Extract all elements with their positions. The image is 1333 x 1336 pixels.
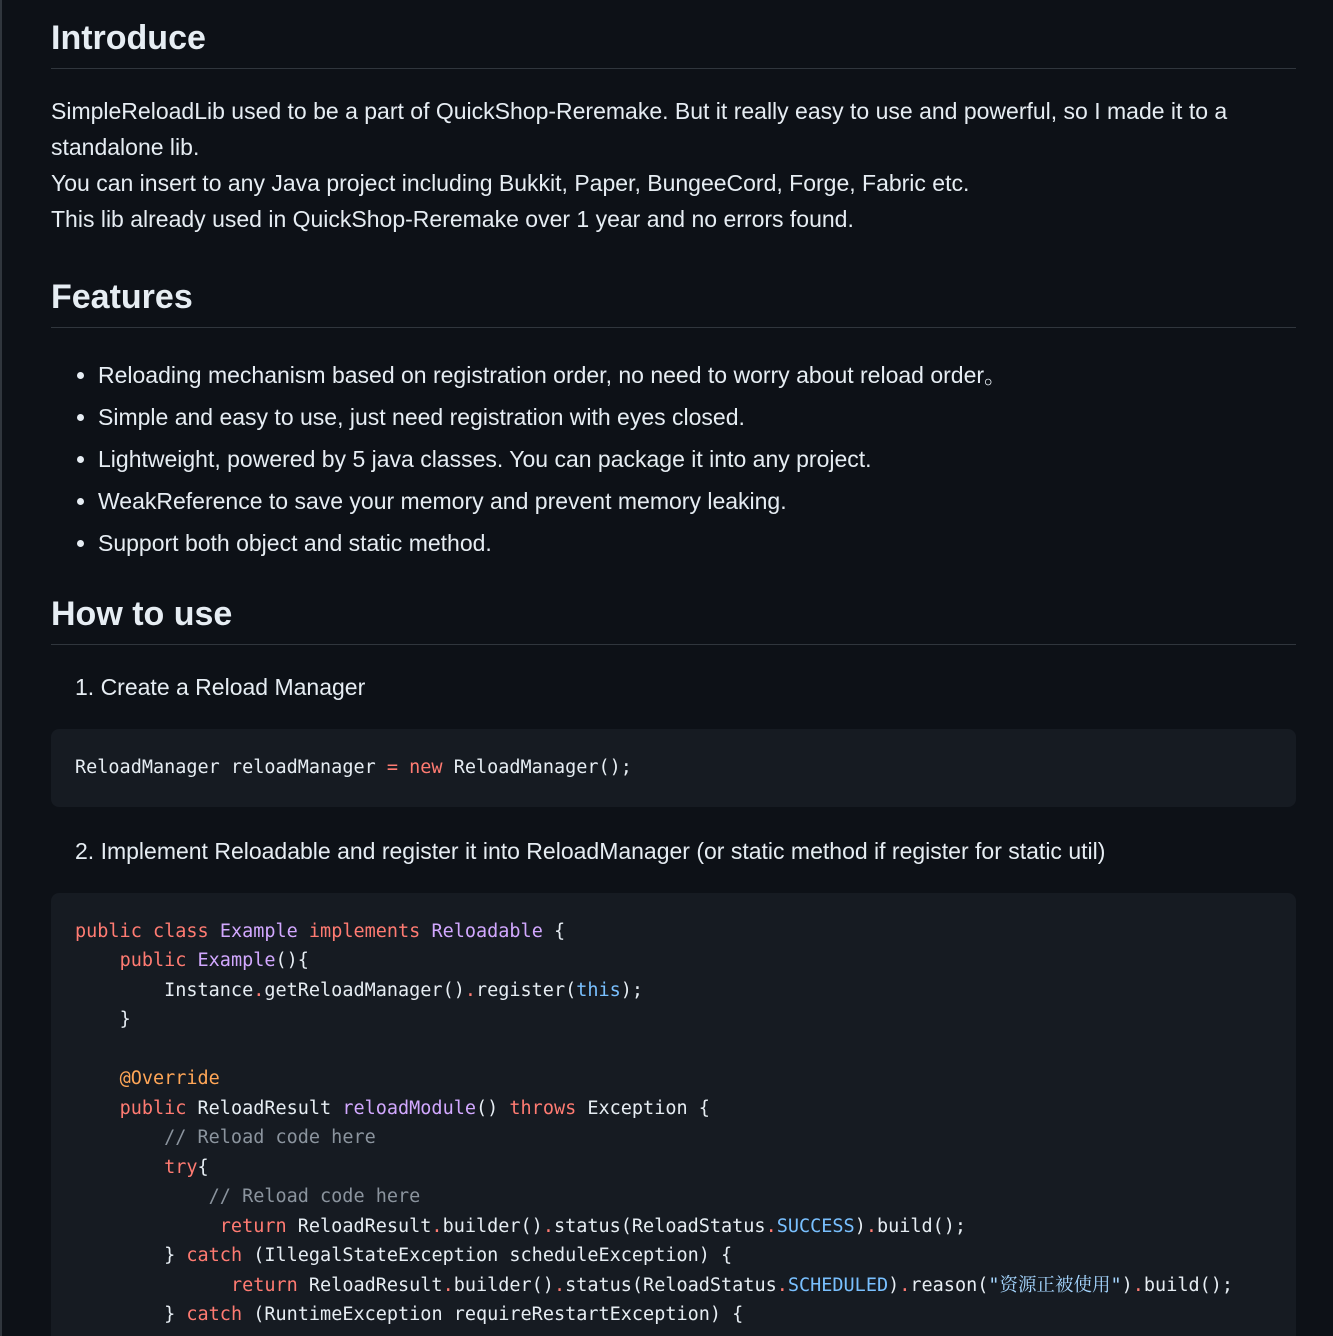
code-token: ReloadResult (186, 1097, 343, 1119)
code-token: SCHEDULED (787, 1274, 889, 1296)
heading-how-to-use: How to use (51, 594, 1296, 645)
code-token: builder() (453, 1274, 554, 1296)
feature-item: • Lightweight, powered by 5 java classes. You can package it into any project. (98, 438, 1296, 480)
code-token: ReloadResult (286, 1215, 432, 1237)
code-token: // Reload code here (208, 1186, 421, 1207)
code-token: status(ReloadStatus (565, 1274, 777, 1296)
code-token: SUCCESS (776, 1215, 855, 1237)
code-token: Example (219, 920, 298, 942)
feature-item: • WeakReference to save your memory and prevent memory leaking. (98, 480, 1296, 522)
code-token: . (431, 1215, 443, 1237)
code-token: (RuntimeException requireRestartException) { (242, 1304, 744, 1325)
code-token: = (386, 757, 399, 778)
code-token: @Override (119, 1068, 220, 1089)
code-token: Reloadable (431, 920, 543, 942)
step-1-text: 1. Create a Reload Manager (75, 674, 366, 700)
code-line (75, 946, 1272, 976)
code-token: . (553, 1274, 566, 1296)
code-token: (IllegalStateException scheduleException) { (242, 1245, 733, 1266)
code-token: // Reload code here (164, 1127, 376, 1148)
code-token: public (119, 1097, 187, 1119)
code-token: (){ (275, 950, 309, 971)
code-token: builder() (442, 1215, 543, 1237)
code-token: { (542, 920, 566, 942)
code-token: ) (888, 1274, 900, 1296)
feature-item: • Support both object and static method. (98, 522, 1296, 564)
code-token: . (253, 979, 265, 1001)
code-token: . (765, 1215, 777, 1237)
code-line (75, 1241, 1272, 1271)
code-token: try (164, 1156, 198, 1178)
code-token: class (152, 920, 209, 942)
step-2-text: 2. Implement Reloadable and register it into ReloadManager (or static method if register for static util) (75, 837, 1106, 864)
introduce-paragraph (51, 93, 1296, 237)
heading-introduce: Introduce (51, 0, 1296, 69)
code-token: . (899, 1274, 911, 1296)
code-token: catch (186, 1245, 243, 1266)
code-token: "资源正被使用" (988, 1274, 1122, 1296)
code-token: ) (854, 1215, 866, 1237)
code-token: Instance (164, 979, 254, 1001)
code-line (75, 1182, 1272, 1212)
code-token: ) (1121, 1274, 1133, 1296)
code-token: ReloadManager(); (442, 757, 632, 778)
code-token: . (442, 1274, 454, 1296)
code-line (75, 917, 1272, 947)
code-token: } (164, 1245, 187, 1266)
code-token: Exception { (576, 1097, 710, 1119)
code-token: getReloadManager() (264, 979, 465, 1001)
code-token: build(); (876, 1215, 967, 1237)
code-token: register( (475, 979, 577, 1001)
code-block-example[interactable] (51, 893, 1296, 1336)
code-token: . (865, 1215, 877, 1237)
code-token: status(ReloadStatus (553, 1215, 766, 1237)
code-token: } (119, 1009, 131, 1030)
code-line (75, 976, 1272, 1006)
intro-line-1: SimpleReloadLib used to be a part of QuickShop-Reremake. But it really easy to use and powerful, so I made it to a standalone lib. (51, 98, 1228, 160)
code-token: } (164, 1304, 187, 1325)
code-token: ReloadManager (75, 757, 220, 778)
code-line (75, 1094, 1272, 1124)
code-token: reloadManager (219, 757, 387, 778)
code-token: { (197, 1156, 209, 1178)
code-block-reload-manager[interactable] (51, 729, 1296, 807)
code-line (75, 1064, 1272, 1094)
code-token: throws (509, 1097, 577, 1119)
code-line (75, 1005, 1272, 1035)
code-line (75, 1153, 1272, 1183)
readme-content (51, 0, 1296, 1336)
code-token: ReloadResult (297, 1274, 443, 1296)
feature-item: • Reloading mechanism based on registration order, no need to worry about reload order。 (98, 354, 1296, 396)
intro-line-3: This lib already used in QuickShop-Reremake over 1 year and no errors found. (51, 206, 854, 232)
code-line (75, 1271, 1272, 1301)
code-line (75, 1035, 1272, 1065)
code-token: implements (308, 920, 421, 942)
code-token: public (75, 920, 142, 942)
intro-line-2: You can insert to any Java project including Bukkit, Paper, BungeeCord, Forge, Fabric etc. (51, 170, 970, 196)
code-token: . (776, 1274, 788, 1296)
code-token: build(); (1143, 1274, 1234, 1296)
code-token: ); (620, 979, 644, 1001)
feature-item: • Simple and easy to use, just need registration with eyes closed. (98, 396, 1296, 438)
code-token: return (230, 1274, 298, 1296)
code-token: public (119, 950, 187, 971)
code-token: return (219, 1215, 287, 1237)
code-token: catch (186, 1304, 243, 1325)
code-token: this (576, 979, 621, 1001)
code-token: . (542, 1215, 554, 1237)
code-line (75, 1212, 1272, 1242)
code-token: reloadModule (342, 1097, 476, 1119)
code-line (75, 1300, 1272, 1330)
code-token: . (1132, 1274, 1144, 1296)
code-token: Example (197, 950, 276, 971)
code-token: new (409, 757, 443, 778)
left-border (0, 0, 2, 1336)
code-token: reason( (910, 1274, 989, 1296)
heading-features: Features (51, 277, 1296, 328)
code-line (75, 1123, 1272, 1153)
features-list (51, 354, 1296, 564)
code-token: . (464, 979, 476, 1001)
code-token: () (475, 1097, 510, 1119)
